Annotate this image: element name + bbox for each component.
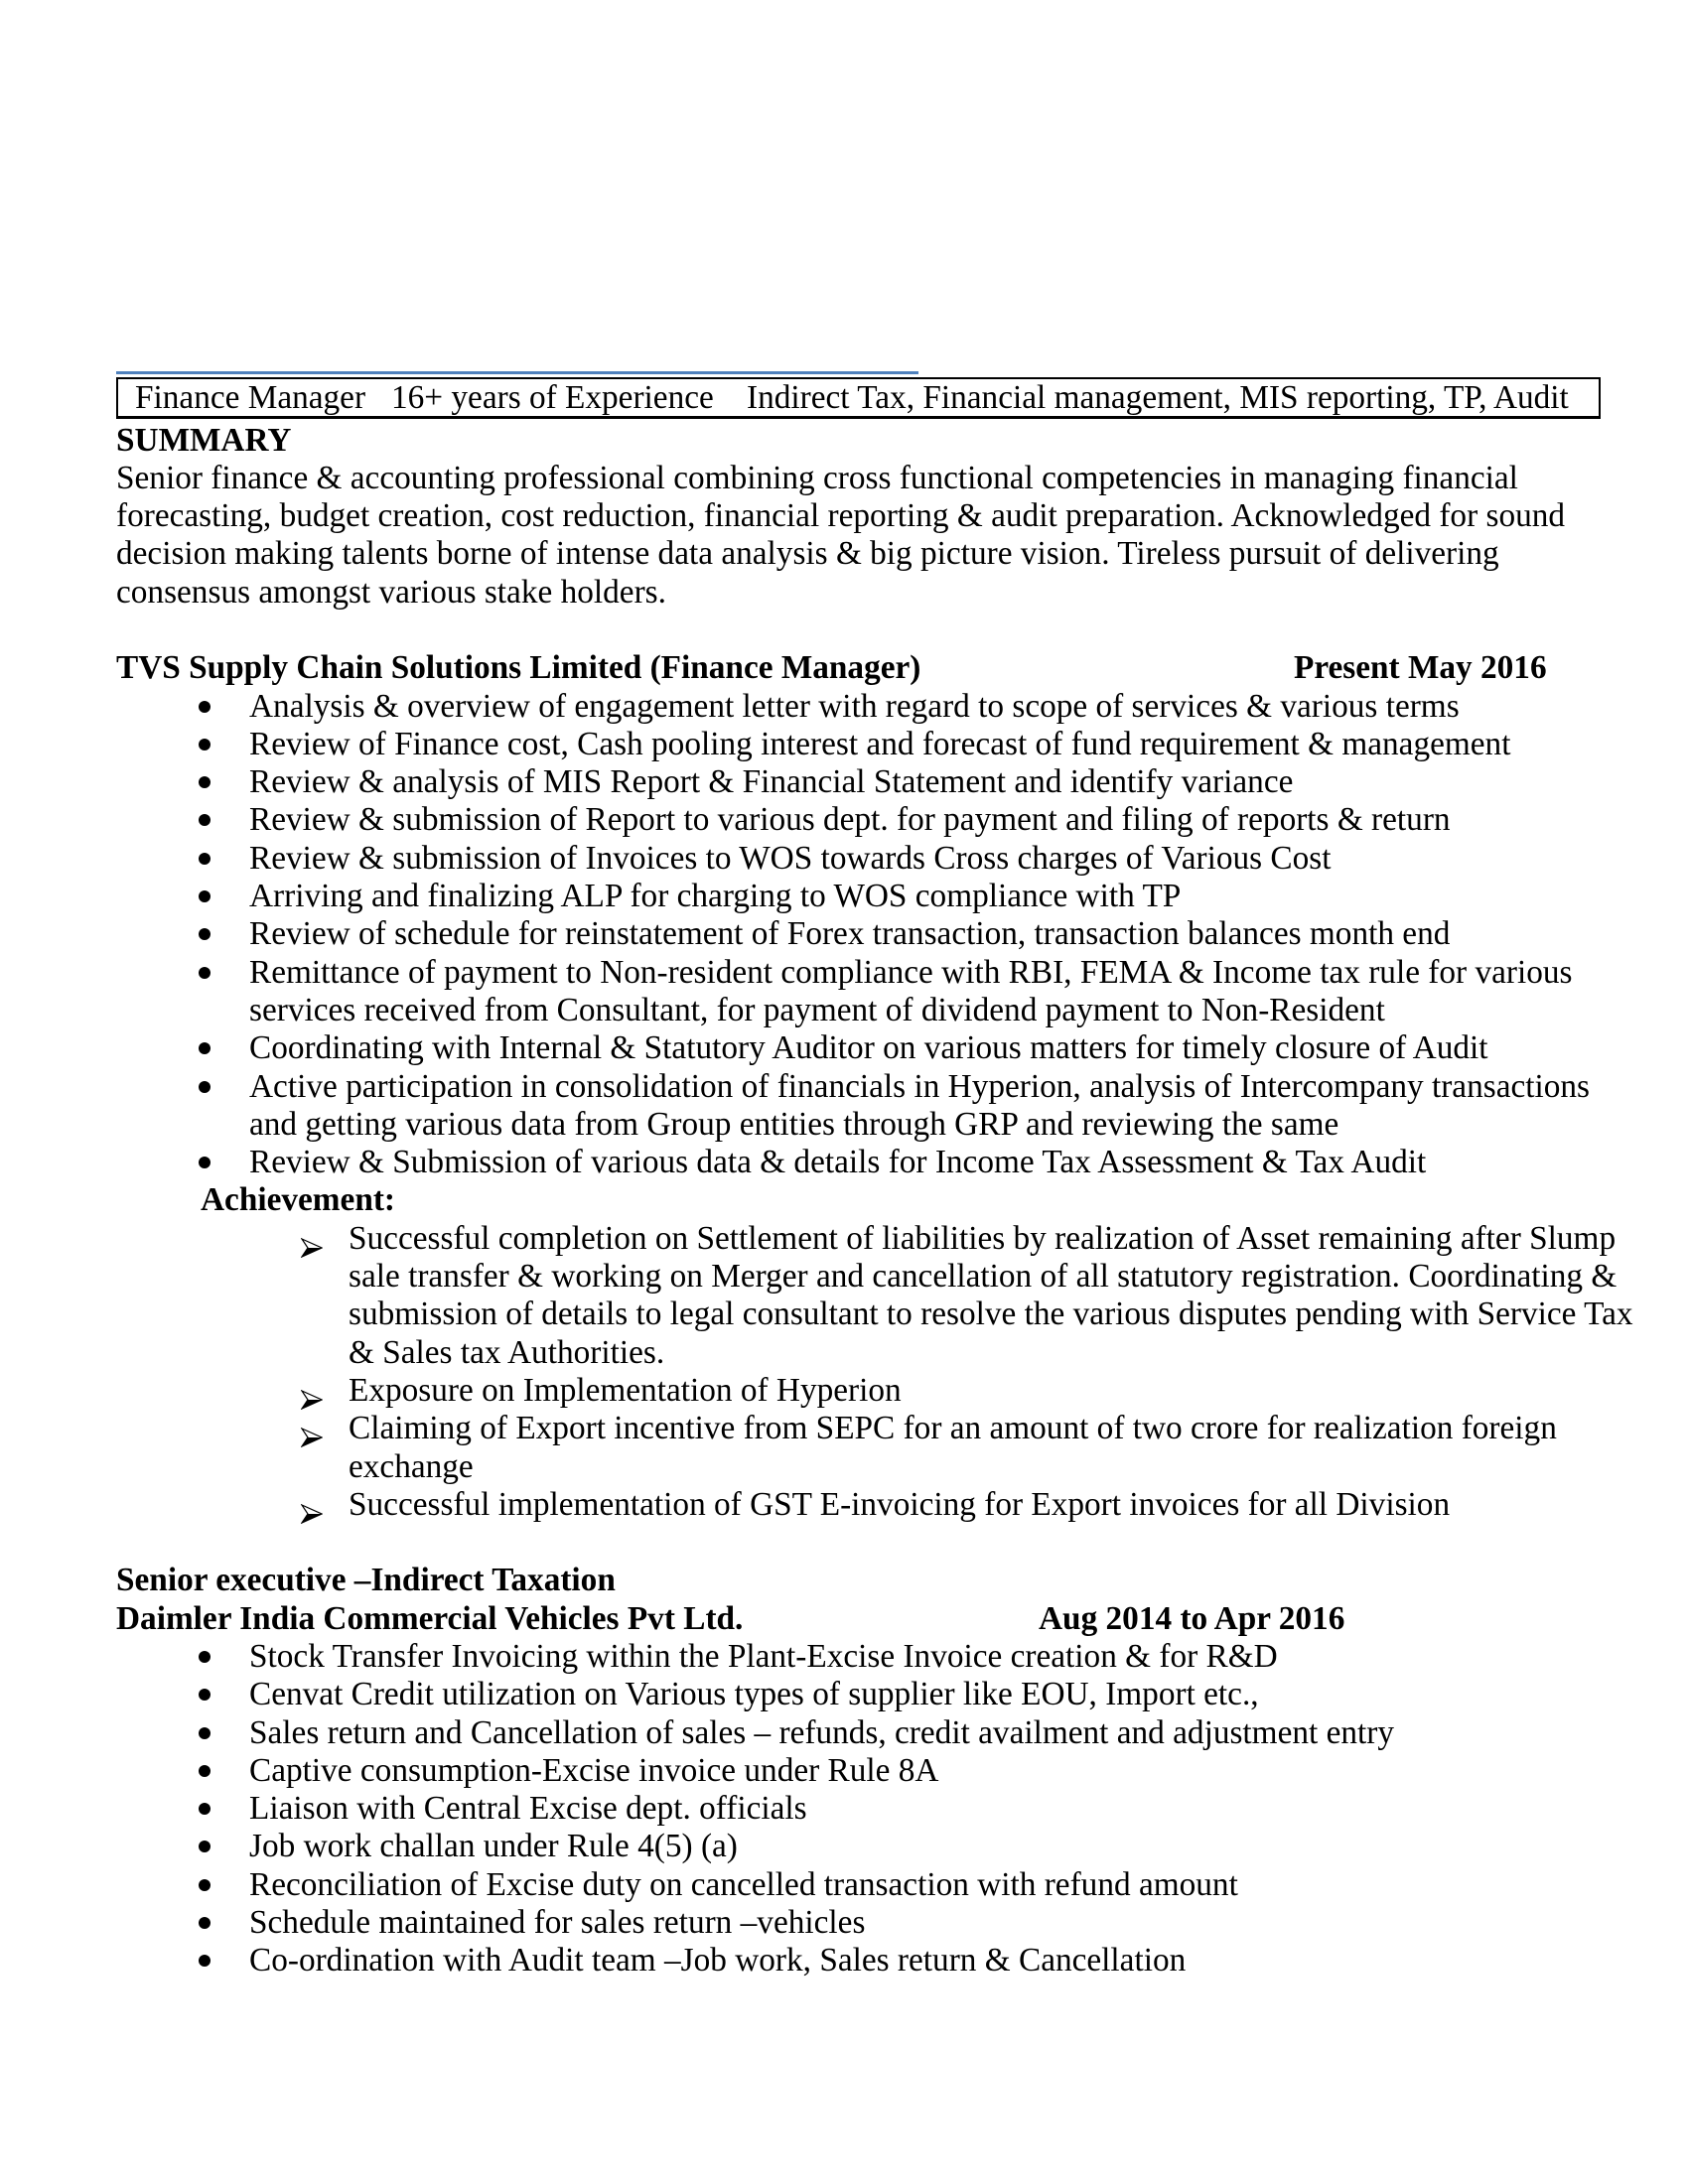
job-title: Daimler India Commercial Vehicles Pvt Ltd. <box>116 1599 744 1637</box>
tvs-bullet-list <box>0 688 1688 1182</box>
bullet-dot-icon <box>199 1765 211 1777</box>
bullet-item-line <box>0 1828 1688 1865</box>
bullet-item-line <box>0 992 1688 1029</box>
summary-text: consensus amongst various stake holders. <box>116 573 666 611</box>
bullet-dot-icon <box>199 890 211 902</box>
spacer <box>0 612 1688 649</box>
achievement-heading: Achievement: <box>201 1181 396 1219</box>
bullet-text: Schedule maintained for sales return –vehicles <box>249 1904 866 1942</box>
headline-skills: Indirect Tax, Financial management, MIS reporting, TP, Audit <box>747 379 1569 416</box>
achievement-item-line <box>0 1258 1688 1296</box>
bullet-item-line <box>0 1866 1688 1904</box>
summary-heading: SUMMARY <box>116 421 292 459</box>
achievement-text: sale transfer & working on Merger and cancellation of all statutory registration. Coordinating & <box>349 1258 1618 1296</box>
job-title: TVS Supply Chain Solutions Limited (Finance Manager) <box>116 649 921 687</box>
achievement-item-line <box>0 1410 1688 1447</box>
bullet-dot-icon <box>199 1651 211 1663</box>
job-role-line <box>0 1562 1688 1599</box>
bullet-text: Analysis & overview of engagement letter with regard to scope of services & various terms <box>249 687 1460 725</box>
bullet-dot-icon <box>199 1727 211 1739</box>
bullet-dot-icon <box>199 1917 211 1929</box>
daimler-bullet-list <box>0 1638 1688 1980</box>
bullet-item-line <box>0 1144 1688 1181</box>
summary-text: forecasting, budget creation, cost reduction, financial reporting & audit preparation. Acknowledged for sound <box>116 497 1566 535</box>
job-dates: Present May 2016 <box>1294 649 1547 687</box>
bullet-item-line <box>0 1714 1688 1752</box>
bullet-item-line <box>0 1752 1688 1790</box>
summary-text: Senior finance & accounting professional combining cross functional competencies in managing financial <box>116 459 1518 496</box>
bullet-item-line <box>0 726 1688 763</box>
bullet-dot-icon <box>199 814 211 826</box>
bullet-item-line <box>0 878 1688 915</box>
bullet-dot-icon <box>199 739 211 751</box>
bullet-item-line <box>0 1068 1688 1106</box>
headline-role: Finance Manager <box>135 379 366 416</box>
bullet-text: Co-ordination with Audit team –Job work, Sales return & Cancellation <box>249 1942 1187 1979</box>
bullet-dot-icon <box>199 1081 211 1093</box>
bullet-text: Remittance of payment to Non-resident compliance with RBI, FEMA & Income tax rule for various <box>249 953 1573 991</box>
bullet-text: Job work challan under Rule 4(5) (a) <box>249 1828 738 1865</box>
arrowhead-bullet-icon <box>301 1419 323 1438</box>
bullet-dot-icon <box>199 1879 211 1891</box>
arrowhead-bullet-icon <box>301 1381 323 1401</box>
bullet-dot-icon <box>199 1042 211 1054</box>
bullet-text: Coordinating with Internal & Statutory Auditor on various matters for timely closure of Audit <box>249 1029 1488 1067</box>
bullet-dot-icon <box>199 1689 211 1701</box>
blue-header-rule <box>116 371 918 374</box>
bullet-item-line <box>0 763 1688 801</box>
bullet-item-line <box>0 1029 1688 1067</box>
achievement-item-line <box>0 1220 1688 1258</box>
bullet-dot-icon <box>199 853 211 865</box>
headline-experience: 16+ years of Experience <box>391 379 714 416</box>
bullet-text: Review of Finance cost, Cash pooling interest and forecast of fund requirement & management <box>249 725 1511 762</box>
bullet-dot-icon <box>199 1955 211 1967</box>
bullet-text: Review of schedule for reinstatement of Forex transaction, transaction balances month end <box>249 915 1451 953</box>
bullet-text: Review & submission of Report to various dept. for payment and filing of reports & return <box>249 801 1451 839</box>
achievement-text: Claiming of Export incentive from SEPC for an amount of two crore for realization foreign <box>349 1410 1557 1447</box>
bullet-text: Review & Submission of various data & details for Income Tax Assessment & Tax Audit <box>249 1144 1427 1181</box>
achievement-text: exchange <box>349 1447 474 1485</box>
summary-text: decision making talents borne of intense data analysis & big picture vision. Tireless pursuit of delivering <box>116 535 1499 573</box>
bullet-text: Reconciliation of Excise duty on cancelled transaction with refund amount <box>249 1865 1238 1903</box>
job-heading-daimler <box>0 1600 1688 1638</box>
bullet-item-line <box>0 915 1688 953</box>
job-heading-tvs <box>0 649 1688 687</box>
bullet-text: Active participation in consolidation of financials in Hyperion, analysis of Intercompany transactions <box>249 1067 1591 1105</box>
summary-line <box>0 497 1688 535</box>
bullet-item-line <box>0 1106 1688 1144</box>
achievement-text: & Sales tax Authorities. <box>349 1333 665 1371</box>
arrowhead-bullet-icon <box>301 1495 323 1515</box>
bullet-dot-icon <box>199 967 211 979</box>
achievement-text: Exposure on Implementation of Hyperion <box>349 1371 902 1409</box>
achievement-item-line <box>0 1334 1688 1372</box>
achievement-text: Successful implementation of GST E-invoicing for Export invoices for all Division <box>349 1485 1451 1523</box>
achievement-text: submission of details to legal consultant to resolve the various disputes pending with Service Tax <box>349 1296 1633 1333</box>
bullet-item-line <box>0 801 1688 839</box>
achievement-item-line <box>0 1448 1688 1486</box>
bullet-item-line <box>0 954 1688 992</box>
bullet-dot-icon <box>199 701 211 713</box>
bullet-item-line <box>0 1790 1688 1828</box>
bullet-text: services received from Consultant, for payment of dividend payment to Non-Resident <box>249 991 1385 1028</box>
summary-line <box>0 574 1688 612</box>
bullet-text: and getting various data from Group entities through GRP and reviewing the same <box>249 1105 1339 1143</box>
bullet-text: Stock Transfer Invoicing within the Plant-Excise Invoice creation & for R&D <box>249 1638 1278 1675</box>
bullet-item-line <box>0 840 1688 878</box>
bullet-text: Liaison with Central Excise dept. officials <box>249 1790 807 1828</box>
bullet-item-line <box>0 1676 1688 1713</box>
bullet-dot-icon <box>199 928 211 940</box>
achievement-item-line <box>0 1372 1688 1410</box>
bullet-dot-icon <box>199 776 211 788</box>
bullet-item-line <box>0 1638 1688 1676</box>
bullet-text: Captive consumption-Excise invoice under Rule 8A <box>249 1751 939 1789</box>
achievement-item-line <box>0 1296 1688 1333</box>
bullet-item-line <box>0 1904 1688 1942</box>
achievement-text: Successful completion on Settlement of liabilities by realization of Asset remaining after Slump <box>349 1219 1617 1257</box>
bullet-item-line <box>0 688 1688 726</box>
summary-line <box>0 535 1688 573</box>
bullet-dot-icon <box>199 1157 211 1168</box>
achievement-heading-line <box>0 1181 1688 1219</box>
achievement-item-line <box>0 1486 1688 1524</box>
spacer <box>0 1524 1688 1562</box>
bullet-text: Sales return and Cancellation of sales – refunds, credit availment and adjustment entry <box>249 1713 1395 1751</box>
arrowhead-bullet-icon <box>301 1229 323 1249</box>
bullet-dot-icon <box>199 1803 211 1815</box>
achievement-list <box>0 1220 1688 1524</box>
bullet-text: Cenvat Credit utilization on Various types of supplier like EOU, Import etc., <box>249 1676 1259 1713</box>
bullet-text: Review & analysis of MIS Report & Financial Statement and identify variance <box>249 763 1294 801</box>
job-role: Senior executive –Indirect Taxation <box>116 1562 616 1599</box>
bullet-text: Review & submission of Invoices to WOS towards Cross charges of Various Cost <box>249 839 1332 877</box>
bullet-dot-icon <box>199 1841 211 1852</box>
bullet-item-line <box>0 1942 1688 1979</box>
summary-line <box>0 460 1688 497</box>
resume-body <box>0 422 1688 1980</box>
headline-box <box>116 377 1601 419</box>
job-dates: Aug 2014 to Apr 2016 <box>1039 1599 1345 1637</box>
bullet-text: Arriving and finalizing ALP for charging to WOS compliance with TP <box>249 878 1182 915</box>
summary-heading-line <box>0 422 1688 460</box>
